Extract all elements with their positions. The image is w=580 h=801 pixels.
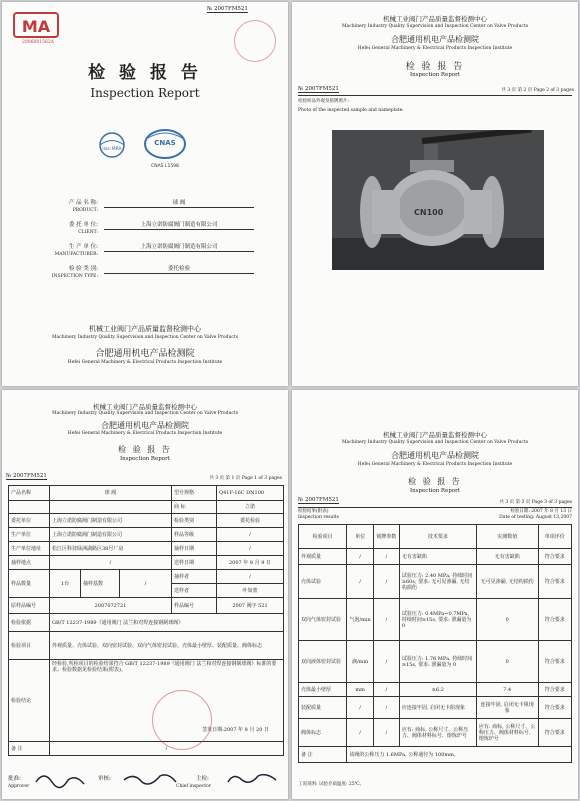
- field-inspection-type: 检 验 类 别: INSPECTION TYPE: 委托检验: [32, 266, 262, 288]
- seal-stamp: [152, 690, 212, 750]
- photo-caption-en: Photo of the inspected sample and nameplate:: [298, 108, 404, 113]
- approver-label-en: Approver: [8, 784, 30, 789]
- table-row: 壳体最小壁厚 mm / ≥6.2 7.4 符合要求: [299, 683, 572, 697]
- page-info: 共 3 页 第 1 页 Page 1 of 3 pages: [209, 476, 282, 481]
- org-name-cn: 机械工业阀门产品质量监督检测中心: [383, 431, 487, 439]
- report-number: № 2007FM521: [6, 473, 47, 479]
- testing-date: 检验日期: 2007 年 8 月 13 日: [510, 509, 572, 514]
- page-title-en: Inspection Report: [409, 488, 461, 494]
- institute-name-cn: 合肥通用机电产品检测院: [95, 349, 195, 359]
- table-row: 外观质量 / / 无有害缺陷 无有害缺陷 符合要求: [299, 549, 572, 565]
- conclusion-text: 经检验,所检项目的检验结果符合 GB/T 12237-1989《通用阀门 法兰和对焊连接钢制球阀》标准的要求。检验数据见检验结果(附表)。: [52, 661, 277, 673]
- results-table: [298, 524, 572, 763]
- svg-text:MA: MA: [21, 17, 51, 36]
- table-row: 双向液体密封试验 滴/min / 试验压力: 1.76 MPa, 持续时间≥15s, 要求: 泄漏量为 0 0 符合要求: [299, 641, 572, 683]
- page-title-en: Inspection Report: [409, 72, 461, 78]
- results-title: 检验结果(附表): [298, 509, 329, 514]
- inspector-signature: [224, 768, 280, 790]
- reviewer-label: 审核:: [98, 776, 111, 782]
- chief-inspector-label: 主检:: [196, 776, 209, 782]
- institute-name-en: Hefei General Machinery & Electrical Products Inspection Institute: [67, 360, 223, 365]
- org-name-en: Machinery Industry Quality Supervision and Inspection Center on Valve Products: [51, 411, 239, 416]
- divider: [298, 95, 572, 96]
- table-row: 双向气体密封试验 气泡/min / 试验压力: 0.4MPa~0.7MPa, 持续时间≥15s, 要求: 泄漏量为 0 0 符合要求: [299, 599, 572, 641]
- report-number: № 2007FM521: [298, 86, 339, 92]
- page-info: 共 3 页 第 3 页 Page 3 of 3 pages: [499, 500, 572, 505]
- inspection-table: 产品名称 球 阀 型号规格 Q41F-16C DN100 商 标 立诺 委托单位 上海立诺防腐阀门制造有限公司 检验类别 委托检验 生产单位 上海立诺防腐阀门制造有限公司 样品等级 / 生产单位地址 松江区科技绿洲湖路区38号厂房 抽样日期 / 抽样地点 / 送样日期 2007 年 8 月 9 日 样品数量 1台 抽样基数 / 抽样者 / 送样者 叶如蕾 原样品编号 2007072721 样品编号 2007 阀字 521 检验依据 GB/T 12237-1989《通用阀门 法兰和对焊连接钢制球阀》 检验项目 外观质量、壳体试验、双向密封试验、双向气体密封试验、壳体最小壁厚、装配质量、阀体标志 检验结论 经检验,所检项目的检验结果符合 GB/T 12237-1989《通用阀门 法兰和对焊连接钢制球阀》标准的要求。检验数据见检验结果(附表)。 签发日期:2007 年 8 月 20 日 备 注 /: [8, 485, 284, 756]
- seal-stamp: [234, 20, 276, 62]
- page-title-en: Inspection Report: [119, 456, 171, 462]
- institute-name-cn: 合肥通用机电产品检测院: [391, 451, 479, 460]
- institute-name-cn: 合肥通用机电产品检测院: [101, 421, 189, 430]
- report-number: № 2007FM521: [298, 497, 339, 503]
- cover-title-en: Inspection Report: [90, 86, 200, 100]
- chief-inspector-label-en: Chief inspector: [176, 784, 211, 789]
- page-info: 共 3 页 第 2 页 Page 2 of 3 pages: [501, 88, 574, 93]
- valve-marking: CN100: [414, 208, 444, 217]
- report-number: № 2007FM521: [207, 6, 248, 12]
- field-manufacturer: 生 产 单 位: MANUFACTURER: 上海立诺防腐阀门制造有限公司: [32, 244, 262, 266]
- ilac-label: ilac-MRA: [102, 147, 122, 152]
- institute-name-en: Hefei General Machinery & Electrical Products Inspection Institute: [357, 462, 513, 467]
- institute-name-cn: 合肥通用机电产品检测院: [391, 35, 479, 44]
- field-product: 产 品 名 称: PRODUCT: 球 阀: [32, 200, 262, 222]
- results-header-row: 检验项目 单位 铭牌参数 技术要求 实测数值 单项评价: [299, 525, 572, 549]
- conditions-note: 工况说明: 试验介质温度: 25℃。: [298, 782, 365, 787]
- reviewer-signature: [120, 768, 180, 790]
- org-name-cn: 机械工业阀门产品质量监督检测中心: [93, 403, 197, 411]
- report-page-3: [292, 390, 578, 799]
- photo-caption-cn: 检验样品外观及铭牌照片:: [298, 99, 350, 104]
- divider: [298, 507, 572, 508]
- cnas-label: CNAS: [154, 139, 176, 147]
- issue-date: 签发日期:2007 年 8 月 20 日: [202, 727, 269, 733]
- org-name-en: Machinery Industry Quality Supervision and Inspection Center on Valve Products: [341, 24, 529, 29]
- valve-photo: [332, 130, 544, 270]
- table-row: 装配质量 / / 应连接牢固, 启闭无卡阻现象 连接牢固, 启闭无卡阻现象 符合要求: [299, 697, 572, 719]
- org-name-en: Machinery Industry Quality Supervision and Inspection Center on Valve Products: [341, 440, 529, 445]
- cover-page: [2, 2, 288, 386]
- approver-signature: [32, 768, 92, 792]
- page-title-cn: 检 验 报 告: [118, 445, 172, 454]
- org-name-cn: 机械工业阀门产品质量监督检测中心: [89, 325, 201, 333]
- approver-label: 批准:: [8, 776, 21, 782]
- table-row: 壳体试验 / / 试验压力: 2.40 MPa, 持续时间≥60s, 要求: 无可见渗漏, 无结构损伤 无可见渗漏, 无结构损伤 符合要求: [299, 565, 572, 599]
- testing-date-en: Date of testing: August 13,2007: [499, 515, 572, 520]
- org-name-cn: 机械工业阀门产品质量监督检测中心: [383, 15, 487, 23]
- field-client: 委 托 单 位: CLIENT: 上海立诺防腐阀门制造有限公司: [32, 222, 262, 244]
- cover-fields: [32, 200, 262, 288]
- cma-code: 2006001562A: [22, 40, 54, 45]
- org-name-en: Machinery Industry Quality Supervision and Inspection Center on Valve Products: [51, 335, 239, 340]
- institute-name-en: Hefei General Machinery & Electrical Products Inspection Institute: [357, 46, 513, 51]
- report-page-1: [2, 390, 288, 799]
- photo-page: [292, 2, 578, 386]
- cover-title-cn: 检 验 报 告: [88, 63, 202, 83]
- institute-name-en: Hefei General Machinery & Electrical Products Inspection Institute: [67, 431, 223, 436]
- cnas-code: CNAS L1598: [151, 164, 179, 169]
- page-title-cn: 检 验 报 告: [408, 477, 462, 486]
- page-title-cn: 检 验 报 告: [405, 62, 465, 72]
- results-title-en: Inspection results: [298, 515, 339, 520]
- table-row: 阀体标志 / / 应有: 商标, 公称尺寸、公称压力、阀体材料标号、熔炼炉号 应有: 商标, 公称尺寸、公称压力、阀体材料标号、熔炼炉号 符合要求: [299, 719, 572, 747]
- remark-row: 备 注 该阀的公称压力 1.6MPa, 公称通径为 100mm。: [299, 747, 572, 763]
